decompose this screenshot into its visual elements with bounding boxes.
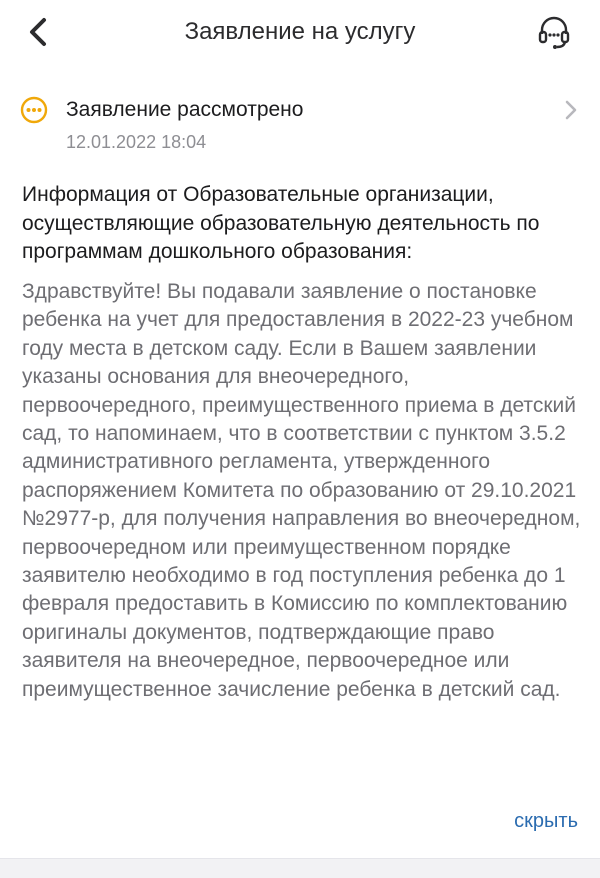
support-button[interactable] [534, 12, 574, 52]
page-title: Заявление на услугу [184, 18, 416, 45]
section-divider [0, 858, 600, 878]
info-message-body: Здравствуйте! Вы подавали заявление о постановке ребенка на учет для предоставления в 2022-23 учебном году места в детском саду. Если в Вашем заявлении указаны основания для внеочередного, первоочередного, преимущественного приема в детский сад, то напоминаем, что в соответствии с пунктом 3.5.2 административного регламента, утвержденного распоряжением Комитета по образованию от 29.10.2021 №2977-р, для получения направления во внеочередном, первоочередном или преимущественном порядке заявителю необходимо в год поступления ребенка до 1 февраля предоставить в Комиссию по комплектованию оригиналы документов, подтверждающие право заявителя на внеочередное, первоочередное или преимущественное зачисление ребенка в детский сад. [22, 280, 581, 701]
headset-icon [534, 12, 574, 52]
top-bar [0, 0, 600, 64]
status-date: 12.01.2022 18:04 [66, 132, 207, 152]
chevron-right-icon [562, 98, 580, 122]
status-title: Заявление рассмотрено [66, 98, 304, 121]
application-status-row[interactable] [0, 88, 600, 158]
status-icon-wrapper [20, 96, 48, 124]
hide-button[interactable]: скрыть [514, 810, 578, 832]
info-heading: Информация от Образовательные организации, осуществляющие образовательную деятельность по программам дошкольного образования: [22, 183, 540, 263]
more-dots-icon [20, 96, 48, 124]
